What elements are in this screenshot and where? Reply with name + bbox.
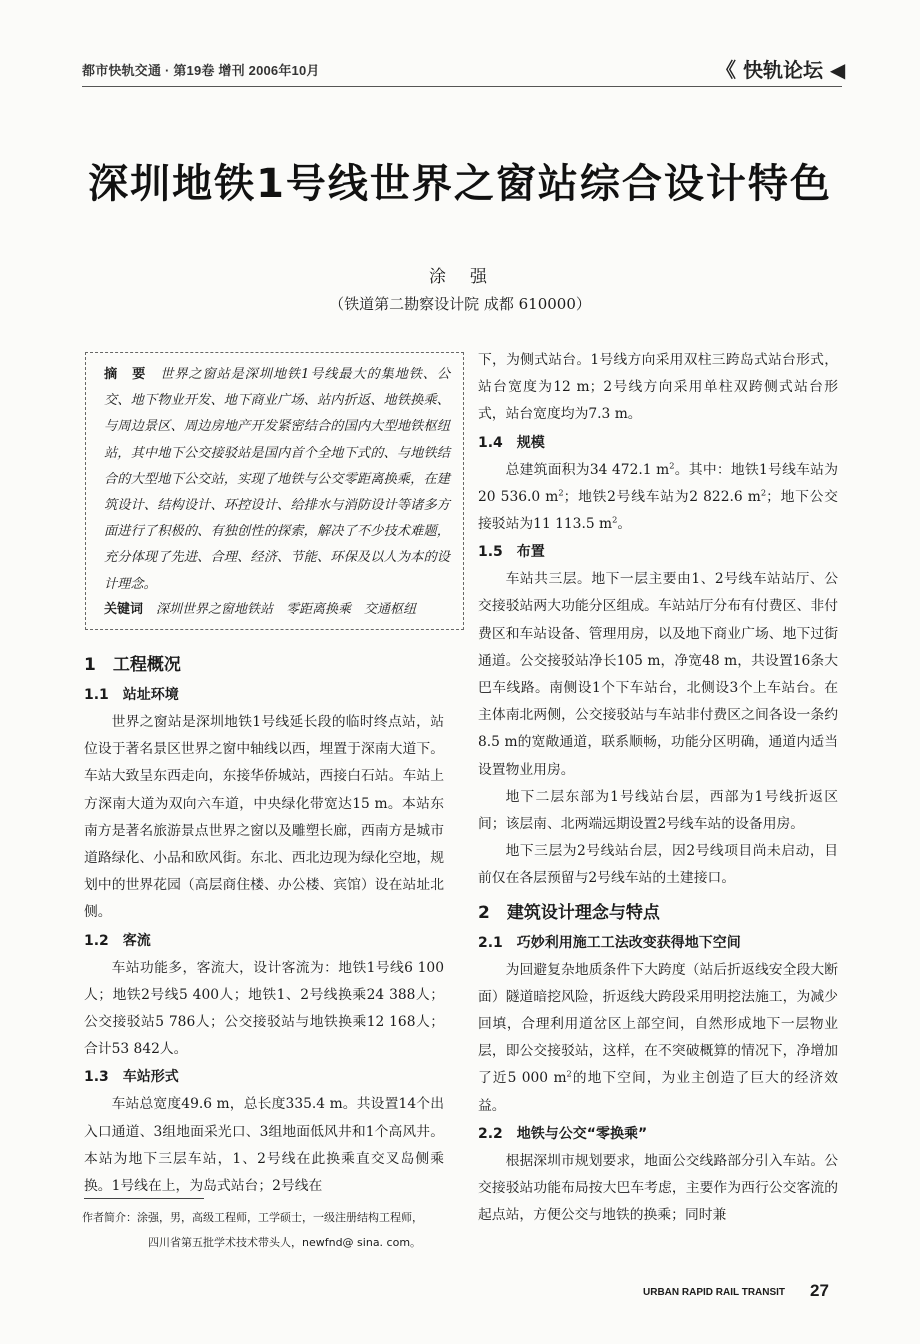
subsection-heading: 1.2 客流 [84, 932, 151, 949]
header-rule [82, 86, 842, 87]
abstract-text: 世界之窗站是深圳地铁1号线最大的集地铁、公交、地下物业开发、地下商业广场、站内折返、地铁换乘、与周边景区、周边房地产开发紧密结合的国内大型地铁枢纽站，其中地下公交接驳站是国内首个全地下式的、与地铁结合的大型地下公交站，实现了地铁与公交零距离换乘，在建筑设计、结构设计、环控设计、给排水与消防设计等诸多方面进行了积极的、有独创性的探索，解决了不少技术难题，充分体现了先进、合理、经济、节能、环保及以人为本的设计理念。 [104, 367, 451, 592]
article-title: 深圳地铁1号线世界之窗站综合设计特色 [88, 161, 832, 207]
section-label: 《 快轨论坛 ◀ [716, 58, 846, 82]
section-heading: 2 建筑设计理念与特点 [478, 902, 660, 923]
footnote-rule [84, 1198, 204, 1199]
left-column [84, 645, 444, 1200]
author-name: 涂强 [429, 267, 511, 287]
paragraph: 根据深圳市规划要求，地面公交线路部分引入车站。公交接驳站功能布局按大巴车考虑，主要作为西行公交客流的起点站，方便公交与地铁的换乘；同时兼 [478, 1152, 838, 1224]
paragraph: 车站总宽度49.6 m，总长度335.4 m。共设置14个出入口通道、3组地面采光口、3组地面低风井和1个高风井。本站为地下三层车站，1、2号线在此换乘直交叉岛侧乘换。1号线在上，为岛式站台；2号线在 [84, 1096, 444, 1195]
author-note: 作者简介：涂强，男，高级工程师，工学硕士，一级注册结构工程师， [82, 1211, 423, 1224]
paragraph: 总建筑面积为34 472.1 $m^2$。其中：地铁1号线车站为20 536.0 $m^2$；地铁2号线车站为2 822.6 $m^2$；地下公交接驳站为11 113.5 $m^2$。 [478, 460, 838, 533]
right-column [478, 347, 838, 1229]
paragraph: 下，为侧式站台。1号线方向采用双柱三跨岛式站台形式，站台宽度为12 m；2号线方向采用单柱双跨侧式站台形式，站台宽度均为7.3 m。 [478, 352, 838, 423]
paragraph: 车站功能多，客流大，设计客流为：地铁1号线6 100人；地铁2号线5 400人；地铁1、2号线换乘24 388人；公交接驳站5 786人；公交接驳站与地铁换乘12 168人；合计53 842人。 [84, 959, 444, 1058]
page-number: 27 [810, 1281, 829, 1300]
subsection-heading: 1.4 规模 [478, 434, 545, 451]
paragraph: 车站共三层。地下一层主要由1、2号线车站站厅、公交接驳站两大功能分区组成。车站站厅分布有付费区、非付费区和车站设备、管理用房，以及地下商业广场、地下过街通道。公交接驳站净长105 m，净宽48 m，共设置16条大巴车线路。南侧设1个下车站台，北侧设3个上车站台。在主体南北两侧，公交接驳站与车站非付费区之间各设一条约8.5 m的宽敞通道，联系顺畅，功能分区明确，通道内适当设置物业用房。 [478, 571, 838, 778]
paragraph: 地下三层为2号线站台层，因2号线项目尚未启动，目前仅在各层预留与2号线车站的土建接口。 [478, 843, 838, 887]
subsection-heading: 1.5 布置 [478, 544, 545, 561]
paragraph: 世界之窗站是深圳地铁1号线延长段的临时终点站，站位设于著名景区世界之窗中轴线以西，埋置于深南大道下。车站大致呈东西走向，东接华侨城站，西接白石站。车站上方深南大道为双向六车道，中央绿化带宽达15 m。本站东南方是著名旅游景点世界之窗以及雕塑长廊，西南方是城市道路绿化、小品和欧风街。东北、西北边现为绿化空地，规划中的世界花园（高层商住楼、办公楼、宾馆）设在站址北侧。 [84, 714, 444, 921]
subsection-heading: 1.3 车站形式 [84, 1069, 179, 1086]
subsection-heading: 1.1 站址环境 [84, 687, 179, 703]
author-note-continued: 四川省第五批学术技术带头人，newfnd@ sina. com。 [148, 1236, 422, 1249]
paragraph: 为回避复杂地质条件下大跨度（站后折返线安全段大断面）隧道暗挖风险，折返线大跨段采用明挖法施工，为减少回填，合理利用道岔区上部空间，自然形成地下一层物业层，即公交接驳站，这样，在不突破概算的情况下，净增加了近5 000 $m^2$的地下空间，为业主创造了巨大的经济效益。 [478, 961, 838, 1114]
paragraph: 地下二层东部为1号线站台层，西部为1号线折返区间；该层南、北两端远期设置2号线车站的设备用房。 [478, 788, 838, 833]
journal-header: 都市快轨交通 · 第19卷 增刊 2006年10月 [82, 63, 320, 78]
abstract-label: 摘 要 [104, 367, 147, 382]
keywords-text: 深圳世界之窗地铁站 零距离换乘 交通枢纽 [156, 602, 417, 617]
keywords [104, 598, 454, 617]
author-affiliation: （铁道第二勘察设计院 成都 610000） [329, 295, 591, 313]
keywords-label: 关键词 [104, 602, 144, 617]
section-heading: 1 工程概况 [84, 655, 181, 675]
subsection-heading: 2.1 巧妙利用施工工法改变获得地下空间 [478, 934, 741, 951]
footer-journal: URBAN RAPID RAIL TRANSIT [643, 1287, 786, 1298]
subsection-heading: 2.2 地铁与公交“零换乘” [478, 1125, 648, 1142]
abstract [104, 362, 450, 598]
